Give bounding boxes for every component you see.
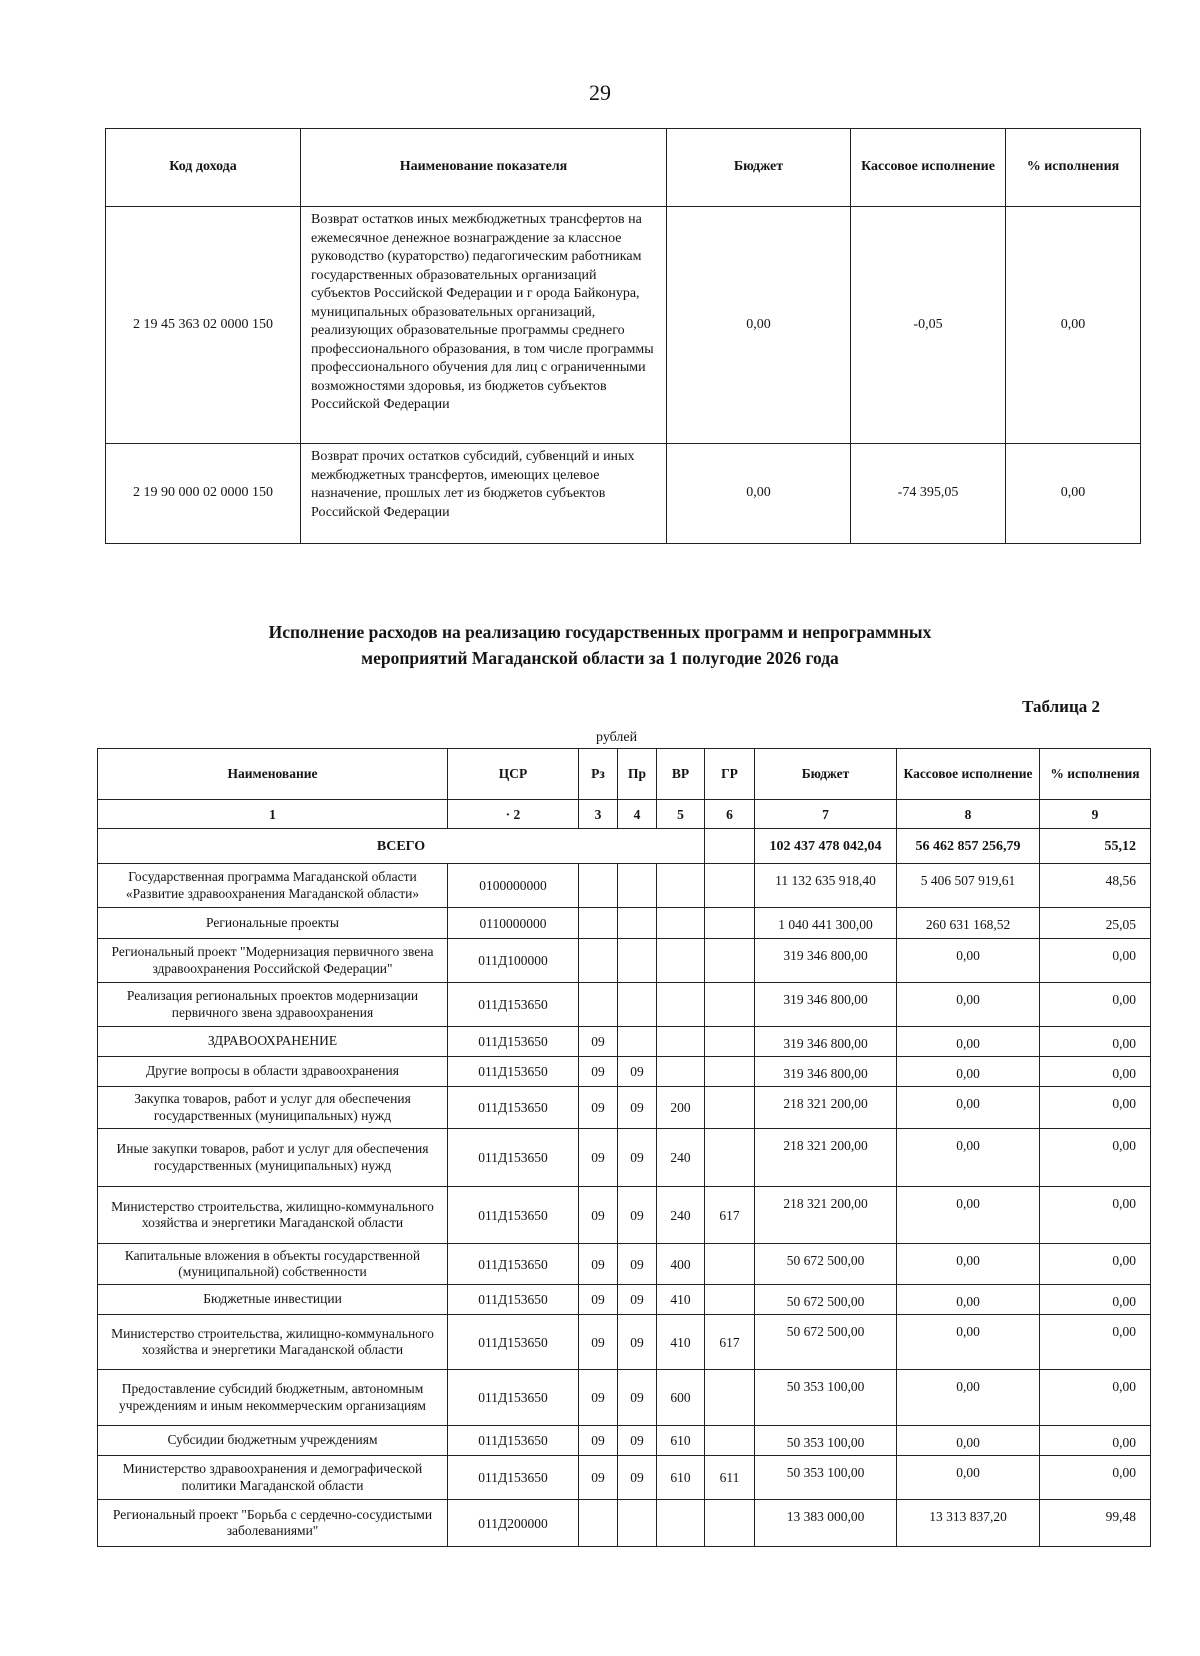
vr-cell: 410 — [657, 1285, 705, 1315]
execution-percent-cell: 0,00 — [1040, 983, 1151, 1027]
total-gr-cell — [705, 829, 755, 864]
gr-cell — [705, 983, 755, 1027]
gr-cell — [705, 1500, 755, 1547]
csr-cell: 011Д153650 — [448, 1315, 579, 1370]
gr-cell — [705, 864, 755, 908]
execution-percent-cell: 48,56 — [1040, 864, 1151, 908]
table-row — [98, 908, 1151, 939]
execution-percent-cell: 0,00 — [1040, 939, 1151, 983]
execution-percent-cell: 0,00 — [1040, 1187, 1151, 1244]
csr-cell: 011Д153650 — [448, 983, 579, 1027]
rz-cell: 09 — [579, 1187, 618, 1244]
budget-cell: 50 353 100,00 — [755, 1426, 897, 1456]
column-number: 3 — [579, 800, 618, 829]
cash-execution-cell: 0,00 — [897, 983, 1040, 1027]
table-row — [98, 1370, 1151, 1426]
header-rz: Рз — [579, 749, 618, 800]
item-name-cell: Региональный проект "Модернизация первичного звена здравоохранения Российской Федерации" — [98, 939, 448, 983]
item-name-cell: Реализация региональных проектов модернизации первичного звена здравоохранения — [98, 983, 448, 1027]
gr-cell — [705, 1426, 755, 1456]
budget-cell: 50 353 100,00 — [755, 1370, 897, 1426]
pr-cell: 09 — [618, 1370, 657, 1426]
gr-cell — [705, 1057, 755, 1087]
cash-execution-cell: 0,00 — [897, 939, 1040, 983]
rz-cell — [579, 983, 618, 1027]
table-row — [98, 1244, 1151, 1285]
header-pr: Пр — [618, 749, 657, 800]
column-number: 8 — [897, 800, 1040, 829]
expenditure-table-header — [98, 749, 1151, 800]
column-number: 1 — [98, 800, 448, 829]
income-table-body — [106, 207, 1141, 544]
vr-cell — [657, 939, 705, 983]
csr-cell: 011Д153650 — [448, 1244, 579, 1285]
total-row — [98, 829, 1151, 864]
cash-execution-cell: 0,00 — [897, 1315, 1040, 1370]
vr-cell — [657, 1027, 705, 1057]
item-name-cell: Иные закупки товаров, работ и услуг для обеспечения государственных (муниципальных) нужд — [98, 1129, 448, 1187]
budget-cell: 50 353 100,00 — [755, 1456, 897, 1500]
csr-cell: 011Д200000 — [448, 1500, 579, 1547]
csr-cell: 011Д153650 — [448, 1057, 579, 1087]
item-name-cell: Закупка товаров, работ и услуг для обеспечения государственных (муниципальных) нужд — [98, 1087, 448, 1129]
pr-cell — [618, 1027, 657, 1057]
vr-cell — [657, 1500, 705, 1547]
gr-cell: 617 — [705, 1315, 755, 1370]
pr-cell — [618, 864, 657, 908]
execution-percent-cell: 0,00 — [1006, 444, 1141, 544]
item-name-cell: Министерство строительства, жилищно-коммунального хозяйства и энергетики Магаданской области — [98, 1187, 448, 1244]
item-name-cell: Региональные проекты — [98, 908, 448, 939]
header-cash-execution: Кассовое исполнение — [897, 749, 1040, 800]
cash-execution-cell: 0,00 — [897, 1057, 1040, 1087]
column-number: 5 — [657, 800, 705, 829]
item-name-cell: Министерство строительства, жилищно-коммунального хозяйства и энергетики Магаданской области — [98, 1315, 448, 1370]
execution-percent-cell: 0,00 — [1040, 1285, 1151, 1315]
gr-cell: 611 — [705, 1456, 755, 1500]
budget-cell: 50 672 500,00 — [755, 1244, 897, 1285]
budget-cell: 50 672 500,00 — [755, 1315, 897, 1370]
page-number: 29 — [589, 80, 611, 105]
indicator-name-cell: Возврат остатков иных межбюджетных трансфертов на ежемесячное денежное вознаграждение за классное руководство (кураторство) педагогическим работникам государственных образовательных организаций субъектов Российской Федерации и г орода Байконура, муниципальных образовательных организаций, реализующих образовательные программы среднего профессионального образования, в том числе программы профессионального обучения для лиц с ограниченными возможностями здоровья, из бюджетов субъектов Российской Федерации — [301, 207, 667, 444]
vr-cell: 610 — [657, 1456, 705, 1500]
item-name-cell: Капитальные вложения в объекты государственной (муниципальной) собственности — [98, 1244, 448, 1285]
table-row — [98, 1129, 1151, 1187]
csr-cell: 011Д153650 — [448, 1129, 579, 1187]
pr-cell: 09 — [618, 1129, 657, 1187]
rz-cell: 09 — [579, 1456, 618, 1500]
rz-cell — [579, 1500, 618, 1547]
rz-cell: 09 — [579, 1315, 618, 1370]
gr-cell — [705, 1370, 755, 1426]
gr-cell — [705, 1285, 755, 1315]
column-number: 9 — [1040, 800, 1151, 829]
header-income-code: Код дохода — [106, 129, 301, 207]
rz-cell — [579, 864, 618, 908]
rz-cell: 09 — [579, 1285, 618, 1315]
table-row — [98, 1315, 1151, 1370]
budget-cell: 1 040 441 300,00 — [755, 908, 897, 939]
table-row — [98, 1456, 1151, 1500]
column-number: · 2 — [448, 800, 579, 829]
execution-percent-cell: 0,00 — [1040, 1087, 1151, 1129]
csr-cell: 011Д100000 — [448, 939, 579, 983]
budget-cell: 319 346 800,00 — [755, 1027, 897, 1057]
total-execution-percent: 55,12 — [1040, 829, 1151, 864]
pr-cell: 09 — [618, 1057, 657, 1087]
gr-cell — [705, 1129, 755, 1187]
csr-cell: 011Д153650 — [448, 1187, 579, 1244]
vr-cell: 600 — [657, 1370, 705, 1426]
total-budget: 102 437 478 042,04 — [755, 829, 897, 864]
header-csr: ЦСР — [448, 749, 579, 800]
gr-cell — [705, 1027, 755, 1057]
table-row — [98, 864, 1151, 908]
pr-cell: 09 — [618, 1187, 657, 1244]
column-number: 6 — [705, 800, 755, 829]
execution-percent-cell: 99,48 — [1040, 1500, 1151, 1547]
item-name-cell: Государственная программа Магаданской области «Развитие здравоохранения Магаданской области» — [98, 864, 448, 908]
cash-execution-cell: -0,05 — [851, 207, 1006, 444]
pr-cell — [618, 983, 657, 1027]
pr-cell — [618, 908, 657, 939]
expenditure-table-body — [98, 864, 1151, 1547]
pr-cell — [618, 939, 657, 983]
item-name-cell: Предоставление субсидий бюджетным, автономным учреждениям и иным некоммерческим организациям — [98, 1370, 448, 1426]
cash-execution-cell: 0,00 — [897, 1087, 1040, 1129]
section-title-line-2: мероприятий Магаданской области за 1 полугодие 2026 года — [361, 648, 839, 668]
column-number: 4 — [618, 800, 657, 829]
header-budget: Бюджет — [755, 749, 897, 800]
cash-execution-cell: 0,00 — [897, 1244, 1040, 1285]
income-code-cell: 2 19 90 000 02 0000 150 — [106, 444, 301, 544]
vr-cell — [657, 1057, 705, 1087]
pr-cell: 09 — [618, 1456, 657, 1500]
expenditure-table-summary — [98, 800, 1151, 864]
table-row — [106, 207, 1141, 444]
pr-cell: 09 — [618, 1244, 657, 1285]
budget-cell: 0,00 — [667, 207, 851, 444]
header-vr: ВР — [657, 749, 705, 800]
budget-cell: 218 321 200,00 — [755, 1187, 897, 1244]
pr-cell: 09 — [618, 1087, 657, 1129]
csr-cell: 0110000000 — [448, 908, 579, 939]
csr-cell: 011Д153650 — [448, 1370, 579, 1426]
execution-percent-cell: 0,00 — [1006, 207, 1141, 444]
header-indicator-name: Наименование показателя — [301, 129, 667, 207]
header-budget: Бюджет — [667, 129, 851, 207]
cash-execution-cell: 260 631 168,52 — [897, 908, 1040, 939]
gr-cell — [705, 939, 755, 983]
cash-execution-cell: 0,00 — [897, 1285, 1040, 1315]
cash-execution-cell: 0,00 — [897, 1129, 1040, 1187]
expenditure-table — [97, 748, 1151, 1547]
vr-cell — [657, 908, 705, 939]
vr-cell: 410 — [657, 1315, 705, 1370]
csr-cell: 011Д153650 — [448, 1285, 579, 1315]
cash-execution-cell: 0,00 — [897, 1426, 1040, 1456]
budget-cell: 50 672 500,00 — [755, 1285, 897, 1315]
csr-cell: 0100000000 — [448, 864, 579, 908]
item-name-cell: Региональный проект "Борьба с сердечно-сосудистыми заболеваниями" — [98, 1500, 448, 1547]
income-code-cell: 2 19 45 363 02 0000 150 — [106, 207, 301, 444]
indicator-name-cell: Возврат прочих остатков субсидий, субвенций и иных межбюджетных трансфертов, имеющих целевое назначение, прошлых лет из бюджетов субъектов Российской Федерации — [301, 444, 667, 544]
column-number-row — [98, 800, 1151, 829]
item-name-cell: Субсидии бюджетным учреждениям — [98, 1426, 448, 1456]
income-table-header — [106, 129, 1141, 207]
csr-cell: 011Д153650 — [448, 1087, 579, 1129]
vr-cell — [657, 864, 705, 908]
csr-cell: 011Д153650 — [448, 1456, 579, 1500]
section-title-line-1: Исполнение расходов на реализацию государственных программ и непрограммных — [268, 622, 932, 642]
rz-cell: 09 — [579, 1057, 618, 1087]
csr-cell: 011Д153650 — [448, 1426, 579, 1456]
budget-cell: 319 346 800,00 — [755, 1057, 897, 1087]
cash-execution-cell: 0,00 — [897, 1370, 1040, 1426]
vr-cell — [657, 983, 705, 1027]
header-execution-percent: % исполнения — [1006, 129, 1141, 207]
vr-cell: 200 — [657, 1087, 705, 1129]
pr-cell: 09 — [618, 1426, 657, 1456]
rz-cell: 09 — [579, 1244, 618, 1285]
table-row — [98, 1057, 1151, 1087]
rz-cell — [579, 908, 618, 939]
execution-percent-cell: 0,00 — [1040, 1456, 1151, 1500]
table-row — [98, 1087, 1151, 1129]
pr-cell: 09 — [618, 1285, 657, 1315]
execution-percent-cell: 25,05 — [1040, 908, 1151, 939]
pr-cell — [618, 1500, 657, 1547]
execution-percent-cell: 0,00 — [1040, 1426, 1151, 1456]
budget-cell: 218 321 200,00 — [755, 1129, 897, 1187]
cash-execution-cell: 0,00 — [897, 1027, 1040, 1057]
table-row — [106, 444, 1141, 544]
cash-execution-cell: 13 313 837,20 — [897, 1500, 1040, 1547]
cash-execution-cell: 5 406 507 919,61 — [897, 864, 1040, 908]
table-row — [98, 1500, 1151, 1547]
header-gr: ГР — [705, 749, 755, 800]
rz-cell: 09 — [579, 1027, 618, 1057]
pr-cell: 09 — [618, 1315, 657, 1370]
execution-percent-cell: 0,00 — [1040, 1244, 1151, 1285]
table-row — [98, 1027, 1151, 1057]
rz-cell — [579, 939, 618, 983]
header-execution-percent: % исполнения — [1040, 749, 1151, 800]
table-row — [98, 983, 1151, 1027]
rz-cell: 09 — [579, 1370, 618, 1426]
execution-percent-cell: 0,00 — [1040, 1027, 1151, 1057]
gr-cell — [705, 908, 755, 939]
table-label: Таблица 2 — [1022, 697, 1100, 716]
gr-cell — [705, 1087, 755, 1129]
item-name-cell: Бюджетные инвестиции — [98, 1285, 448, 1315]
csr-cell: 011Д153650 — [448, 1027, 579, 1057]
header-name: Наименование — [98, 749, 448, 800]
budget-cell: 319 346 800,00 — [755, 939, 897, 983]
budget-cell: 319 346 800,00 — [755, 983, 897, 1027]
units-label: рублей — [596, 730, 638, 745]
table-row — [98, 1285, 1151, 1315]
vr-cell: 400 — [657, 1244, 705, 1285]
table-row — [98, 939, 1151, 983]
execution-percent-cell: 0,00 — [1040, 1129, 1151, 1187]
execution-percent-cell: 0,00 — [1040, 1315, 1151, 1370]
rz-cell: 09 — [579, 1426, 618, 1456]
income-table — [105, 128, 1141, 544]
cash-execution-cell: -74 395,05 — [851, 444, 1006, 544]
rz-cell: 09 — [579, 1129, 618, 1187]
total-label: ВСЕГО — [98, 829, 705, 864]
budget-cell: 13 383 000,00 — [755, 1500, 897, 1547]
cash-execution-cell: 0,00 — [897, 1187, 1040, 1244]
table-row — [98, 1426, 1151, 1456]
budget-cell: 11 132 635 918,40 — [755, 864, 897, 908]
cash-execution-cell: 0,00 — [897, 1456, 1040, 1500]
gr-cell: 617 — [705, 1187, 755, 1244]
vr-cell: 240 — [657, 1129, 705, 1187]
rz-cell: 09 — [579, 1087, 618, 1129]
budget-cell: 218 321 200,00 — [755, 1087, 897, 1129]
vr-cell: 240 — [657, 1187, 705, 1244]
column-number: 7 — [755, 800, 897, 829]
item-name-cell: Министерство здравоохранения и демографической политики Магаданской области — [98, 1456, 448, 1500]
execution-percent-cell: 0,00 — [1040, 1370, 1151, 1426]
total-cash-execution: 56 462 857 256,79 — [897, 829, 1040, 864]
vr-cell: 610 — [657, 1426, 705, 1456]
execution-percent-cell: 0,00 — [1040, 1057, 1151, 1087]
header-cash-execution: Кассовое исполнение — [851, 129, 1006, 207]
item-name-cell: Другие вопросы в области здравоохранения — [98, 1057, 448, 1087]
budget-cell: 0,00 — [667, 444, 851, 544]
gr-cell — [705, 1244, 755, 1285]
item-name-cell: ЗДРАВООХРАНЕНИЕ — [98, 1027, 448, 1057]
table-row — [98, 1187, 1151, 1244]
